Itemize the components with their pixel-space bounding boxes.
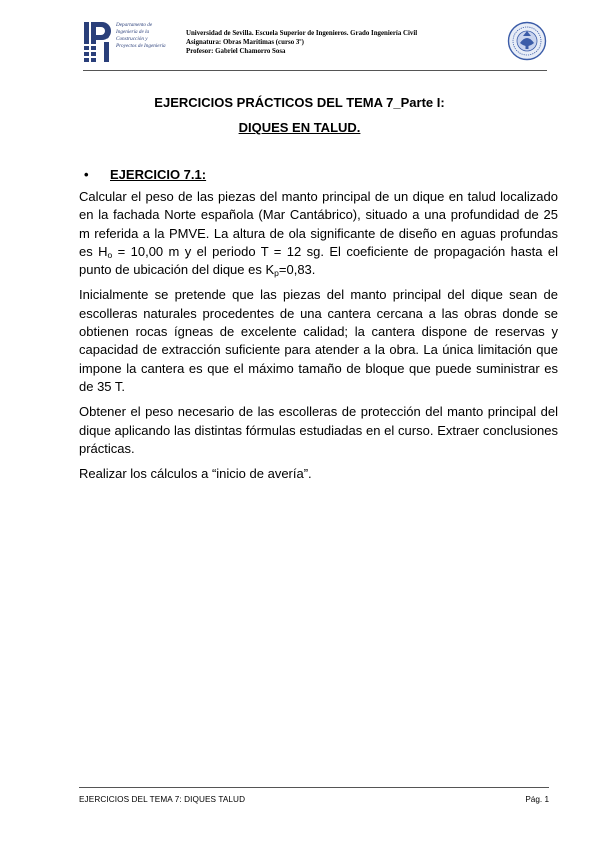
paragraph-instruction: Realizar los cálculos a “inicio de avería”. bbox=[79, 466, 312, 482]
paragraph-statement: Calcular el peso de las piezas del manto principal de un dique en talud localizado en la fachada Norte española (Mar Cantábrico), situado a una profundidad de 25 m referida a la PMVE. La altura de ola significante de diseño en aguas profundas es $H_o = 10,00$ m y el periodo T = 12 sg. El coeficiente de propagación hasta el punto de ubicación del dique es $K_p=0,83$. bbox=[79, 189, 558, 279]
page-number: Pág. 1 bbox=[525, 795, 549, 804]
page-subtitle: DIQUES EN TALUD. bbox=[238, 120, 361, 135]
header-institution: Universidad de Sevilla. Escuela Superior de Ingenieros. Grado Ingeniería Civil bbox=[186, 30, 418, 37]
department-name: Departamento de Ingeniería de la Construcción y Proyectos de Ingeniería bbox=[116, 22, 166, 49]
page-footer bbox=[79, 787, 549, 804]
paragraph-quarry: Inicialmente se pretende que las piezas del manto principal del dique sean de escolleras naturales procedentes de una cantera cercana a las obras donde se obtienen rocas ígneas de excelente calidad; la cantera dispone de reservas y capacidad de extracción suficiente para atender a la obra. La única limitación que impone la cantera es que el máximo tamaño de bloque que puede suministrar es de 35 T. bbox=[79, 287, 558, 394]
header-professor: Profesor: Gabriel Chamorro Sosa bbox=[186, 48, 286, 55]
exercise-body bbox=[79, 188, 558, 490]
department-logo bbox=[83, 20, 183, 64]
exercise-heading bbox=[84, 167, 206, 182]
footer-title: EJERCICIOS DEL TEMA 7: DIQUES TALUD bbox=[79, 795, 246, 804]
exercise-label: EJERCICIO 7.1: bbox=[110, 167, 207, 182]
paragraph-task: Obtener el peso necesario de las escolleras de protección del manto principal del dique aplicando las distintas fórmulas estudiadas en el curso. Extraer conclusiones prácticas. bbox=[79, 404, 558, 456]
page-title: EJERCICIOS PRÁCTICOS DEL TEMA 7_Parte I: bbox=[154, 95, 445, 110]
page-header bbox=[83, 18, 547, 71]
header-subject: Asignatura: Obras Marítimas (curso 3º) bbox=[186, 39, 304, 46]
header-text bbox=[186, 29, 516, 56]
university-seal-icon bbox=[507, 21, 547, 61]
department-logo-icon bbox=[83, 20, 111, 64]
bullet-icon: • bbox=[84, 167, 89, 182]
